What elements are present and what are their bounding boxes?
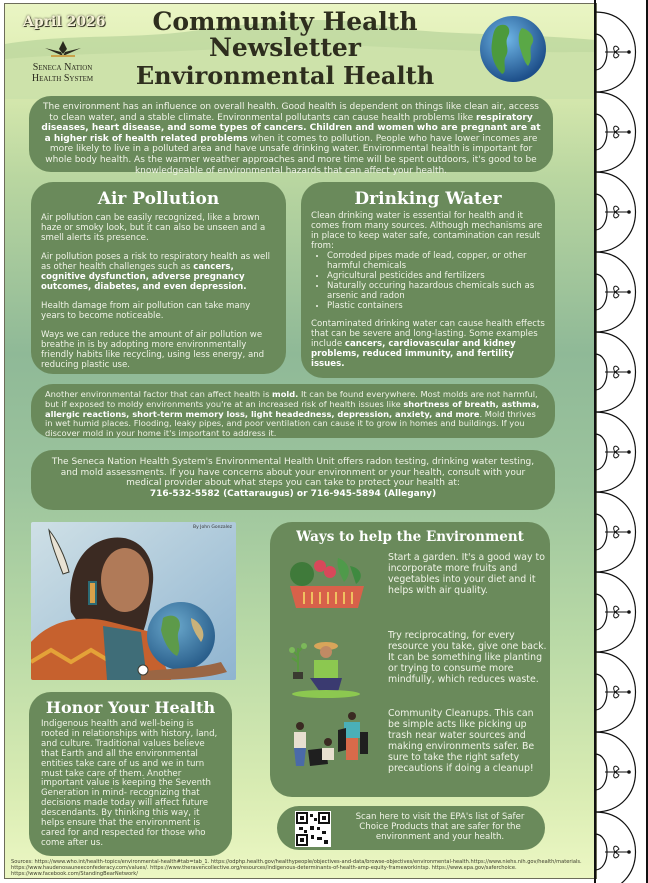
border-motif-icon (595, 12, 636, 92)
air-paragraph-2 (41, 252, 276, 292)
honor-text: Indigenous health and well-being is rooted in relationships with history, land, and culture. Traditional values believe that Earth and all the environmental entities take care of us and we in turn must take care of them. Another important value is keeping the Seventh Generation in mind- recognizing that decisions made today will affect future descendants. By thinking this way, it helps ensure that the environment is cared for and respected for those who come after us. (41, 719, 218, 848)
air-paragraph-2-text: Air pollution poses a risk to respiratory health as well as other health challenges such as (41, 252, 271, 272)
border-motif-icon (595, 572, 636, 652)
cleanup-volunteers-icon (280, 708, 375, 778)
org-name-line2: Health System (31, 73, 94, 84)
leaf-logo-icon (43, 40, 83, 58)
newsletter-poster (4, 3, 597, 879)
way-item-garden (280, 552, 545, 630)
air-pollution-heading: Air Pollution (97, 189, 220, 209)
woman-holding-globe-illustration (31, 522, 236, 680)
intro-bold-text: respiratory diseases, heart disease, and some types of cancers. Children and women who are pregnant are at a higher risk of health related problems (41, 112, 541, 144)
honor-heading: Honor Your Health (45, 698, 216, 717)
vegetable-basket-icon (280, 552, 375, 622)
artwork-credit: By John Gonzalez (193, 525, 232, 530)
ways-heading: Ways to help the Environment (296, 529, 524, 545)
qr-caption: Scan here to visit the EPA's list of Safer Choice Products that are safer for the environment and your health. (355, 812, 525, 842)
intro-panel (29, 96, 553, 176)
border-motif-icon (595, 92, 636, 172)
mold-text-2: It can be found everywhere. Most molds are not harmful, but if exposed to moldy environments you're at an increased risk of health issues like (45, 389, 538, 409)
seneca-logo (25, 40, 100, 84)
border-motif-icon (595, 412, 636, 492)
intro-text-1: The environment has an influence on overall health. Good health is dependent on things like clean air, access to clean water, and a stable climate. Environmental pollutants can cause health problems like (43, 102, 539, 123)
earth-globe-icon (478, 14, 548, 84)
mold-bold-1: mold. (272, 389, 299, 399)
air-paragraph-4: Ways we can reduce the amount of air pollution we breathe in is by adopting more environmentally friendly habits like recycling, using less energy, and reducing plastic use. (41, 330, 265, 370)
contamination-list (311, 251, 545, 311)
qr-code-icon[interactable] (295, 811, 331, 847)
honor-your-health-panel (29, 692, 232, 856)
intro-text-2: when it comes to pollution. People who have lower incomes are more likely to live in a polluted area and have unsafe drinking water. Environmental health is important for whole body health. As the warmer weather approaches and more time will be spent outdoors, it's good to be knowledgeable of environmental hazards that can affect your health. (45, 133, 538, 176)
border-motif-icon (595, 652, 636, 732)
decorative-border (587, 0, 648, 883)
ways-to-help-panel (270, 522, 550, 797)
water-paragraph-2-bold: cancers, cardiovascular and kidney problems, reduced immunity, and fertility issues. (311, 339, 516, 369)
contamination-item: • Naturally occuring hazardous chemicals such as arsenic and radon (327, 281, 545, 301)
mold-text-3: . Mold thrives in wet humid places. Flooding, leaky pipes, and poor ventilation can cause it to grow in homes and buildings. If you discover mold in your home it's important to address it. (45, 408, 536, 439)
air-paragraph-3: Health damage from air pollution can take many years to become noticeable. (41, 301, 251, 321)
mold-panel (31, 384, 555, 438)
way-text: Community Cleanups. This can be simple acts like picking up trash near water sources and making environments safer. Be sure to take the right safety precautions if doing a cleanup! (388, 708, 535, 774)
qr-code-panel (277, 806, 545, 850)
way-text: Try reciprocating, for every resource you take, give one back. It can be something like planting or trying to consume more mindfully, which reduces waste. (388, 630, 547, 685)
border-motif-icon (595, 252, 636, 332)
title-line-3: Environmental Health (135, 61, 435, 90)
border-motif-icon (595, 492, 636, 572)
drinking-water-panel (301, 182, 555, 378)
contamination-item: • Corroded pipes made of lead, copper, or other harmful chemicals (327, 251, 545, 271)
way-item-cleanup (280, 708, 540, 786)
air-paragraph-2-bold: cancers, cognitive dysfunction, adverse pregnancy outcomes, diabetes, and even depression. (41, 262, 247, 292)
mold-bold-2: shortness of breath, asthma, allergic reactions, short-term memory loss, light headedness, depression, anxiety, and more (45, 398, 540, 419)
water-paragraph-2-text: Contaminated drinking water can cause health effects that can be severe and long-lasting. Some examples include (311, 319, 545, 349)
newsletter-title (105, 8, 465, 92)
border-motif-icon (595, 732, 636, 812)
drinking-water-heading: Drinking Water (354, 189, 502, 209)
water-paragraph-1: Clean drinking water is essential for health and it comes from many sources. Although mechanisms are in place to keep water safe, contamination can result from: (311, 211, 543, 251)
border-motif-icon (595, 332, 636, 412)
contamination-item: • Agricultural pesticides and fertilizers (327, 271, 545, 281)
org-name-line1: Seneca Nation (32, 62, 93, 73)
environmental-health-unit-panel (31, 450, 555, 510)
contamination-item: • Plastic containers (327, 301, 545, 311)
planting-person-icon (280, 630, 375, 700)
way-item-reciprocate (280, 630, 547, 708)
issue-date: April 2026 (23, 14, 106, 30)
title-line-2: Newsletter (209, 33, 361, 62)
water-paragraph-2 (311, 319, 545, 369)
border-motif-icon (595, 812, 636, 883)
title-line-1: Community Health (152, 7, 418, 36)
unit-text: The Seneca Nation Health System's Environmental Health Unit offers radon testing, drinking water testing, and mold assessments. If you have concerns about your environment or your health, consult with your medical provider about what steps you can take to protect your health at: (51, 457, 535, 488)
border-motif-icon (595, 172, 636, 252)
air-paragraph-1: Air pollution can be easily recognized, like a brown haze or smoky look, but it can also be unseen and a smell alerts its presence. (41, 213, 266, 243)
air-pollution-panel (31, 182, 286, 374)
way-text: Start a garden. It's a good way to incorporate more fruits and vegetables into your diet and it helps with air quality. (388, 552, 545, 596)
sources-list: Sources: https://www.who.int/health-topics/environmental-health#tab=tab_1. https://odphp.health.gov/healthypeople/objectives-and-data/browse-objectives/environmental-health.https://www.niehs.nih.gov/health/materials. https://www.haudenosauneeconfederacy.com/values/. https://www.theravencollective.org/resources/indigenous-determinants-of-health-amp-equity-frameworkintsp. https://www.epa.gov/saferchoice. https://www.facebook.com/StandingBearNetwork/ (11, 859, 582, 877)
artwork-woman-holding-earth (31, 522, 236, 680)
mold-text-1: Another environmental factor that can affect health is (45, 389, 273, 399)
contact-phones: 716-532-5582 (Cattaraugus) or 716-945-5894 (Allegany) (149, 488, 437, 499)
